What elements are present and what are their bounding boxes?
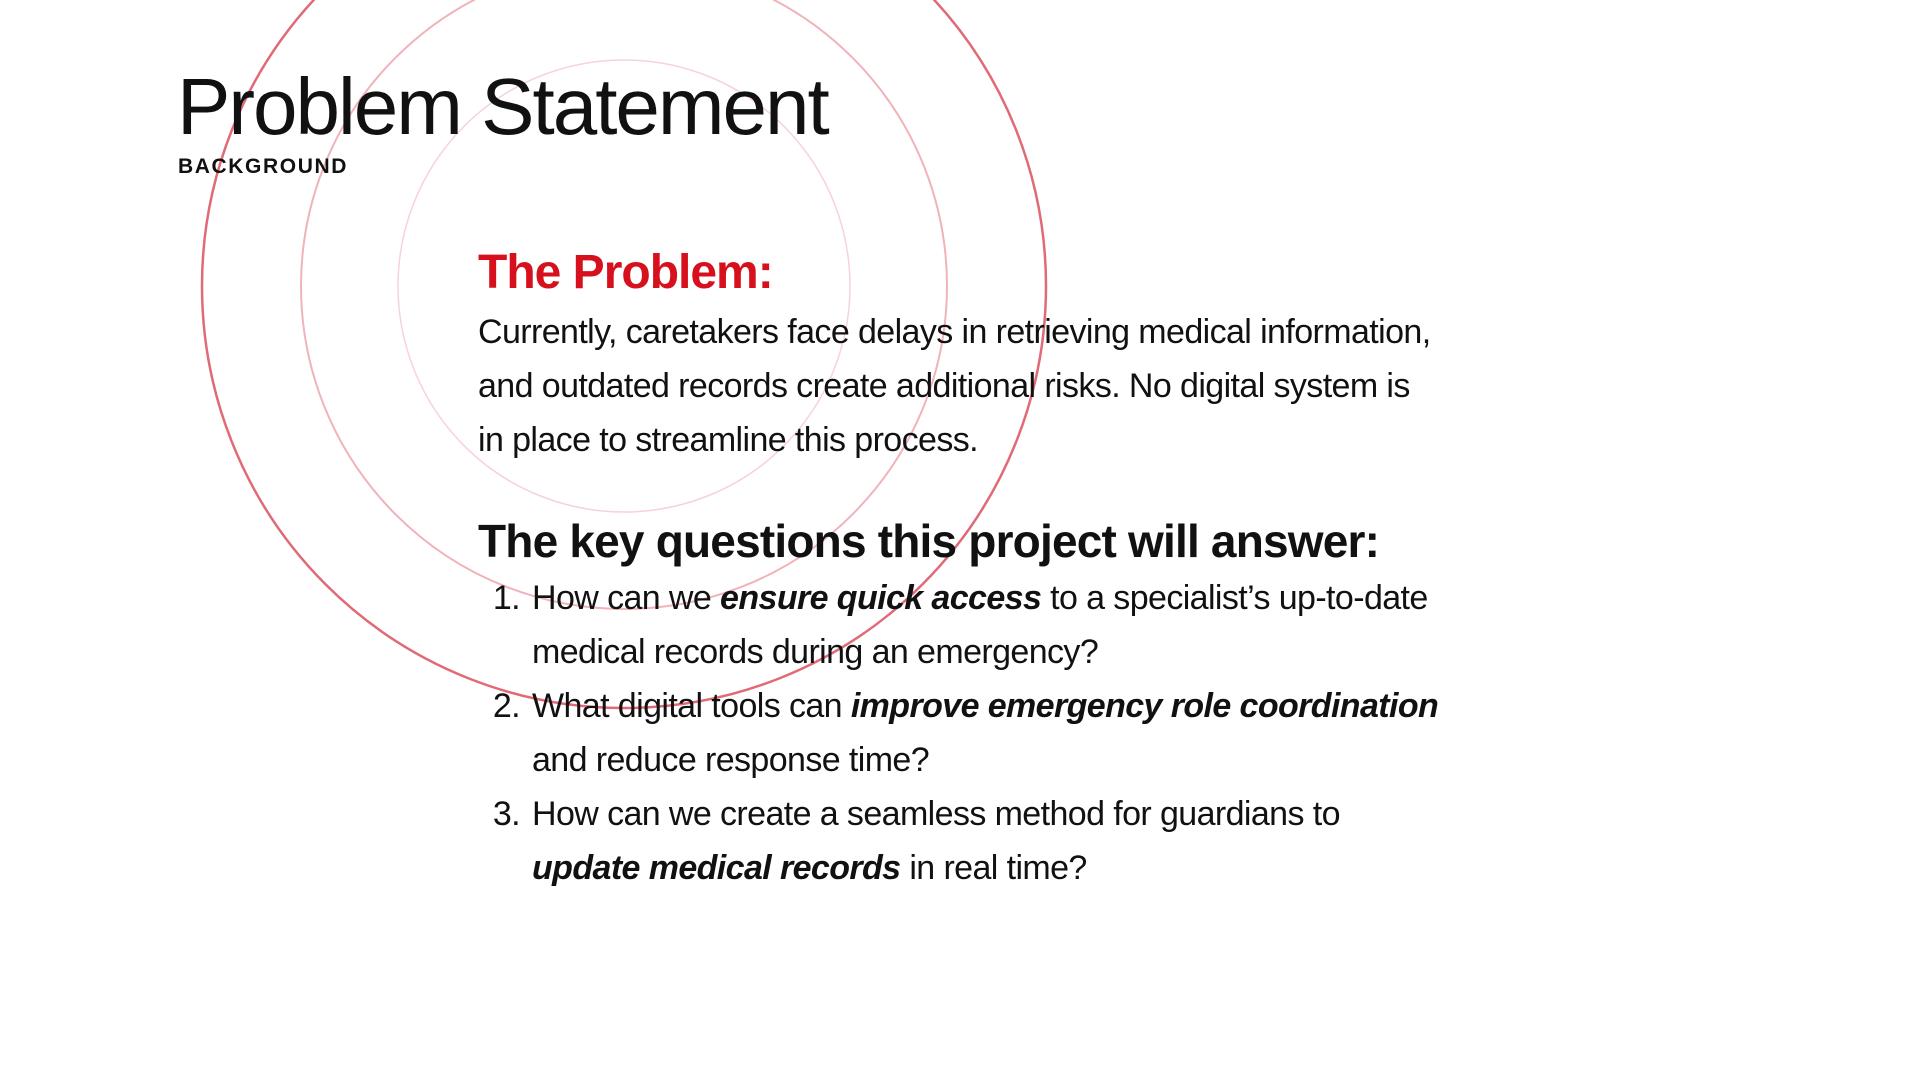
content-block: [478, 245, 1498, 895]
question-item: [478, 571, 1498, 679]
question-text-end: in real time?: [900, 849, 1087, 887]
question-number: 2.: [492, 687, 520, 725]
questions-heading: The key questions this project will answer:: [478, 515, 1380, 567]
question-text-start: How can we: [532, 579, 721, 617]
question-text-start: How can we create a seamless method for guardians to: [532, 795, 1340, 833]
question-text: [532, 679, 1452, 787]
question-text: [532, 571, 1452, 679]
question-text: [532, 787, 1452, 895]
page-title: Problem Statement: [177, 62, 828, 151]
question-emphasis: ensure quick access: [720, 579, 1042, 617]
question-item: [478, 787, 1498, 895]
question-text-end: and reduce response time?: [532, 741, 930, 779]
question-emphasis: update medical records: [532, 849, 901, 887]
questions-list: [478, 571, 1498, 895]
question-text-start: What digital tools can: [532, 687, 851, 725]
section-label: BACKGROUND: [178, 155, 348, 178]
question-number: 3.: [492, 795, 520, 833]
question-number: 1.: [492, 579, 520, 617]
problem-heading: The Problem:: [478, 246, 773, 299]
problem-description: Currently, caretakers face delays in retrieving medical information, and outdated records create additional risks. No digital system is in place to streamline this process.: [478, 313, 1431, 459]
question-item: [478, 679, 1498, 787]
question-text-end: to a specialist’s up-to-date medical records during an emergency?: [532, 579, 1428, 671]
question-emphasis: improve emergency role coordination: [850, 687, 1439, 725]
